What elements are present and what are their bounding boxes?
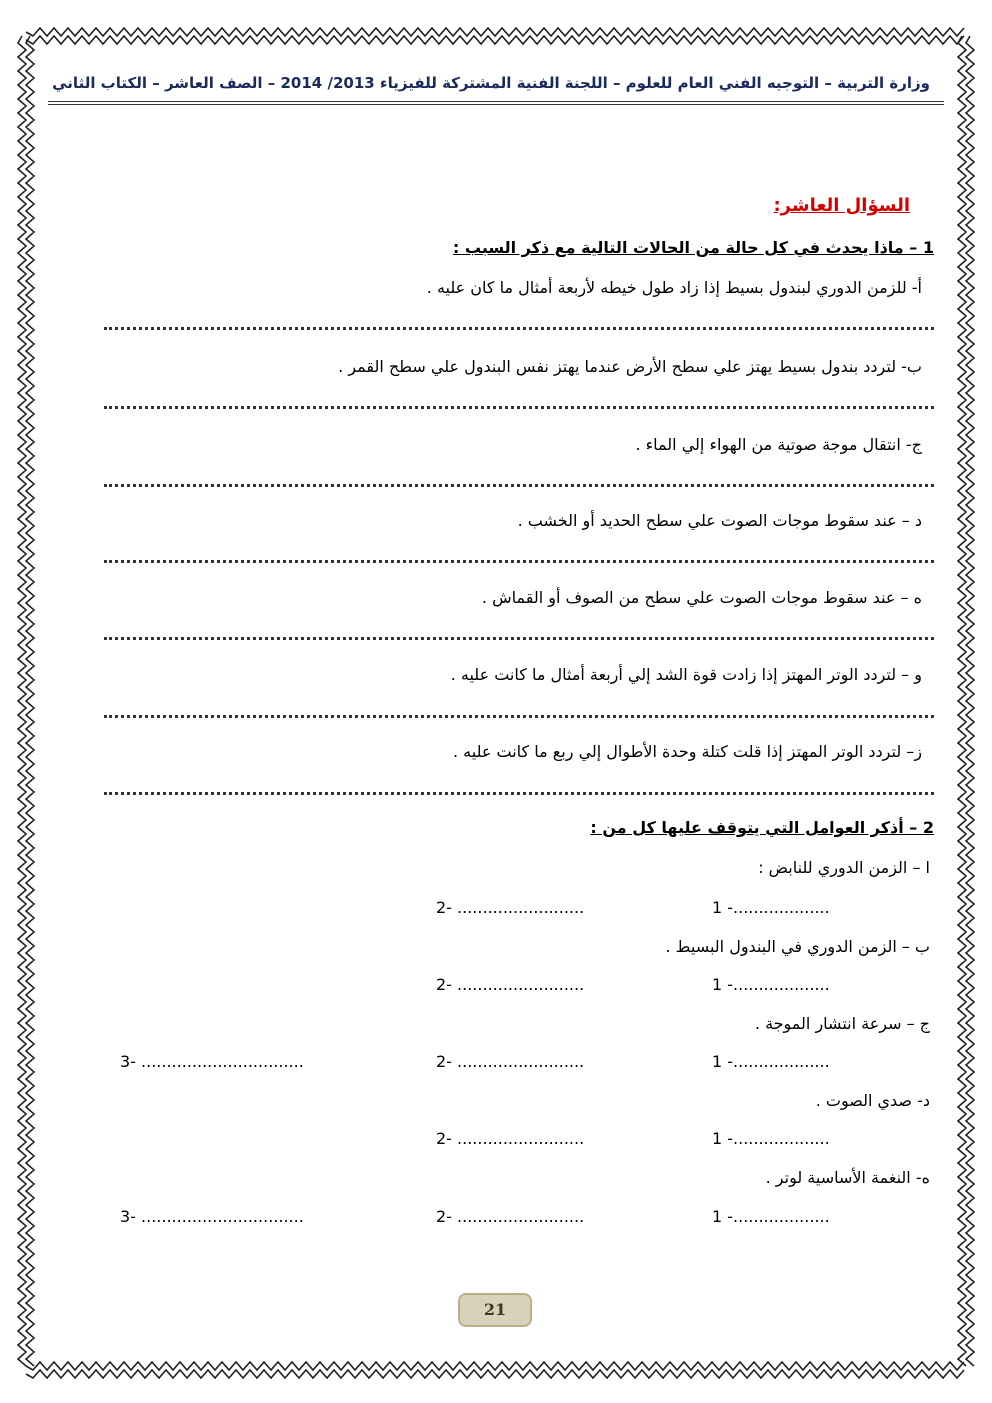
s2-blank-1[interactable]: 1 -...................: [712, 1207, 830, 1226]
answer-line-f[interactable]: [104, 715, 934, 718]
s2-blank-1[interactable]: 1 -...................: [712, 975, 830, 994]
s1-item-a: أ- للزمن الدوري لبندول بسيط إذا زاد طول خيطه لأربعة أمثال ما كان عليه .: [426, 278, 922, 297]
answer-line-g[interactable]: [104, 792, 934, 795]
s2-item-label: ب – الزمن الدوري في البندول البسيط .: [665, 937, 930, 956]
s2-blank-2[interactable]: 2- .........................: [436, 975, 585, 994]
header-rule-top: [48, 101, 944, 102]
answer-line-e[interactable]: [104, 637, 934, 640]
s2-blank-2[interactable]: 2- .........................: [436, 1207, 585, 1226]
s2-blank-1[interactable]: 1 -...................: [712, 1129, 830, 1148]
section1-heading: 1 – ماذا يحدث في كل حالة من الحالات التالية مع ذكر السبب :: [452, 238, 934, 257]
border-zigzag: [26, 28, 964, 36]
s2-blank-2[interactable]: 2- .........................: [436, 1052, 585, 1071]
s1-item-d: د – عند سقوط موجات الصوت علي سطح الحديد أو الخشب .: [517, 511, 922, 530]
s1-item-e: ه – عند سقوط موجات الصوت علي سطح من الصوف أو القماش .: [481, 588, 922, 607]
s2-blank-2[interactable]: 2- .........................: [436, 1129, 585, 1148]
border-zigzag: [26, 36, 34, 1366]
answer-line-a[interactable]: [104, 327, 934, 330]
s2-item-label: ج – سرعة انتشار الموجة .: [754, 1014, 930, 1033]
s2-item-label: ه- النغمة الأساسية لوتر .: [765, 1168, 930, 1187]
s2-blank-1[interactable]: 1 -...................: [712, 898, 830, 917]
s2-blank-1[interactable]: 1 -...................: [712, 1052, 830, 1071]
answer-line-d[interactable]: [104, 560, 934, 563]
s2-blank-2[interactable]: 2- .........................: [436, 898, 585, 917]
s1-item-f: و – لتردد الوتر المهتز إذا زادت قوة الشد إلي أربعة أمثال ما كانت عليه .: [450, 665, 922, 684]
section2-heading: 2 – أذكر العوامل التي يتوقف عليها كل من :: [590, 818, 934, 837]
header-rule-bottom: [48, 104, 944, 105]
border-zigzag: [966, 36, 974, 1366]
question-title: السؤال العاشر:: [773, 195, 910, 216]
s1-item-b: ب- لتردد بندول بسيط يهتز علي سطح الأرض عندما يهتز نفس البندول علي سطح القمر .: [338, 357, 922, 376]
border-zigzag: [26, 1362, 964, 1370]
s2-item-label: ا – الزمن الدوري للنابض :: [758, 858, 930, 877]
page-header: وزارة التربية – التوجيه الفني العام للعلوم – اللجنة الفنية المشتركة للفيزياء 2013/ 2014 – الصف العاشر – الكتاب الثاني: [52, 74, 930, 92]
answer-line-c[interactable]: [104, 484, 934, 487]
s2-item-label: د- صدي الصوت .: [815, 1091, 930, 1110]
s2-blank-3[interactable]: 3- ................................: [120, 1052, 304, 1071]
answer-line-b[interactable]: [104, 406, 934, 409]
s1-item-g: ز– لتردد الوتر المهتز إذا قلت كتلة وحدة الأطوال إلي ربع ما كانت عليه .: [453, 742, 922, 761]
page-number: 21: [458, 1293, 532, 1327]
s1-item-c: ج- انتقال موجة صوتية من الهواء إلي الماء .: [635, 435, 922, 454]
s2-blank-3[interactable]: 3- ................................: [120, 1207, 304, 1226]
